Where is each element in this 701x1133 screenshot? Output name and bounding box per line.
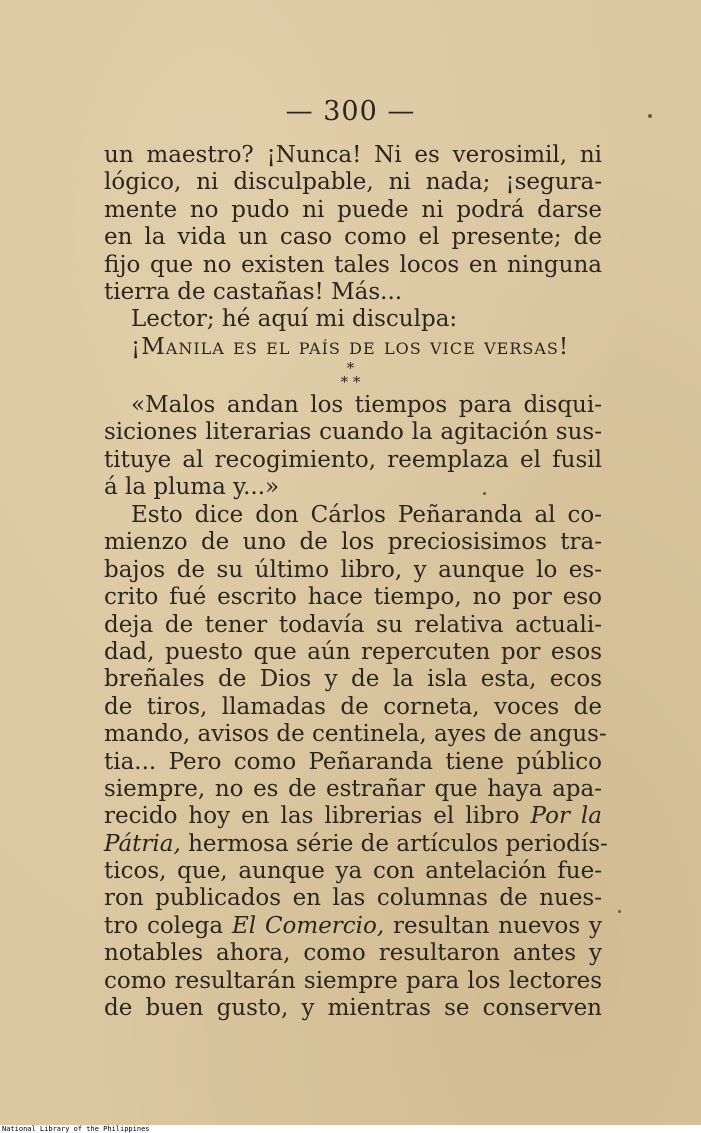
text-line: «Malos andan los tiempos para disqui- bbox=[131, 392, 602, 418]
text-line bbox=[104, 913, 602, 940]
text-line: á la pluma y...» bbox=[104, 474, 280, 501]
text-line: mente no pudo ni puede ni podrá darse bbox=[104, 196, 602, 223]
text-line: crito fué escrito hace tiempo, no por eso bbox=[104, 584, 602, 611]
page-number: — 300 — bbox=[285, 96, 416, 127]
text-line: lógico, ni disculpable, ni nada; ¡segura- bbox=[104, 169, 602, 196]
text-line: tierra de castañas! Más... bbox=[104, 278, 403, 305]
text-line: como resultarán siempre para los lectores bbox=[104, 967, 602, 994]
text-line: siciones literarias cuando la agitación sus- bbox=[104, 419, 602, 446]
text-line: breñales de Dios y de la isla esta, ecos bbox=[104, 666, 602, 693]
text-line: tia... Pero como Peñaranda tiene público bbox=[104, 748, 602, 775]
book-title-continued: Pátria, bbox=[104, 830, 181, 857]
paper-speck bbox=[483, 492, 486, 495]
text-line: de tiros, llamadas de corneta, voces de bbox=[104, 693, 602, 720]
library-footer: National Library of the Philippines bbox=[2, 1125, 150, 1133]
text-line: notables ahora, como resultaron antes y bbox=[104, 940, 602, 967]
section-break-top: * bbox=[346, 359, 355, 377]
text-fragment: hermosa série de artículos periodís- bbox=[180, 830, 608, 857]
newspaper-title: El Comercio, bbox=[231, 912, 385, 939]
text-line: mando, avisos de centinela, ayes de angus- bbox=[104, 721, 607, 748]
text-line: siempre, no es de estrañar que haya apa- bbox=[104, 775, 602, 802]
text-line: ticos, que, aunque ya con antelación fue- bbox=[104, 858, 602, 885]
text-line: bajos de su último libro, y aunque lo es- bbox=[104, 556, 602, 583]
section-break-bottom: * * bbox=[340, 373, 361, 391]
text-line: dad, puesto que aún repercuten por esos bbox=[104, 638, 602, 665]
paragraph-2: Lector; hé aquí mi disculpa: bbox=[131, 306, 458, 333]
book-title: Por la bbox=[530, 803, 603, 830]
text-line: fijo que no existen tales locos en ninguna bbox=[104, 251, 602, 278]
text-fragment: resultan nuevos y bbox=[384, 912, 602, 939]
text-line: tituye al recogimiento, reemplaza el fusil bbox=[104, 446, 602, 473]
text-line bbox=[104, 830, 608, 858]
text-line: deja de tener todavía su relativa actuali- bbox=[104, 611, 602, 638]
paragraph-1 bbox=[104, 142, 602, 361]
text-line bbox=[104, 803, 602, 830]
paper-speck bbox=[648, 114, 652, 118]
text-line: Esto dice don Cárlos Peñaranda al co- bbox=[131, 502, 602, 528]
text-line: un maestro? ¡Nunca! Ni es verosimil, ni bbox=[104, 142, 602, 168]
text-fragment: tro colega bbox=[104, 912, 232, 939]
text-line: mienzo de uno de los preciosisimos tra- bbox=[104, 529, 602, 556]
paragraph-3 bbox=[104, 392, 602, 502]
text-fragment: recido hoy en las librerias el libro bbox=[104, 803, 520, 830]
text-line: de buen gusto, y mientras se conserven bbox=[104, 995, 602, 1022]
paper-speck bbox=[618, 910, 621, 913]
motto-line: ¡Manila es el país de los vice versas! bbox=[131, 333, 570, 360]
paragraph-4 bbox=[104, 502, 608, 1022]
text-line: ron publicados en las columnas de nues- bbox=[104, 885, 602, 912]
text-line: en la vida un caso como el presente; de bbox=[104, 224, 602, 251]
